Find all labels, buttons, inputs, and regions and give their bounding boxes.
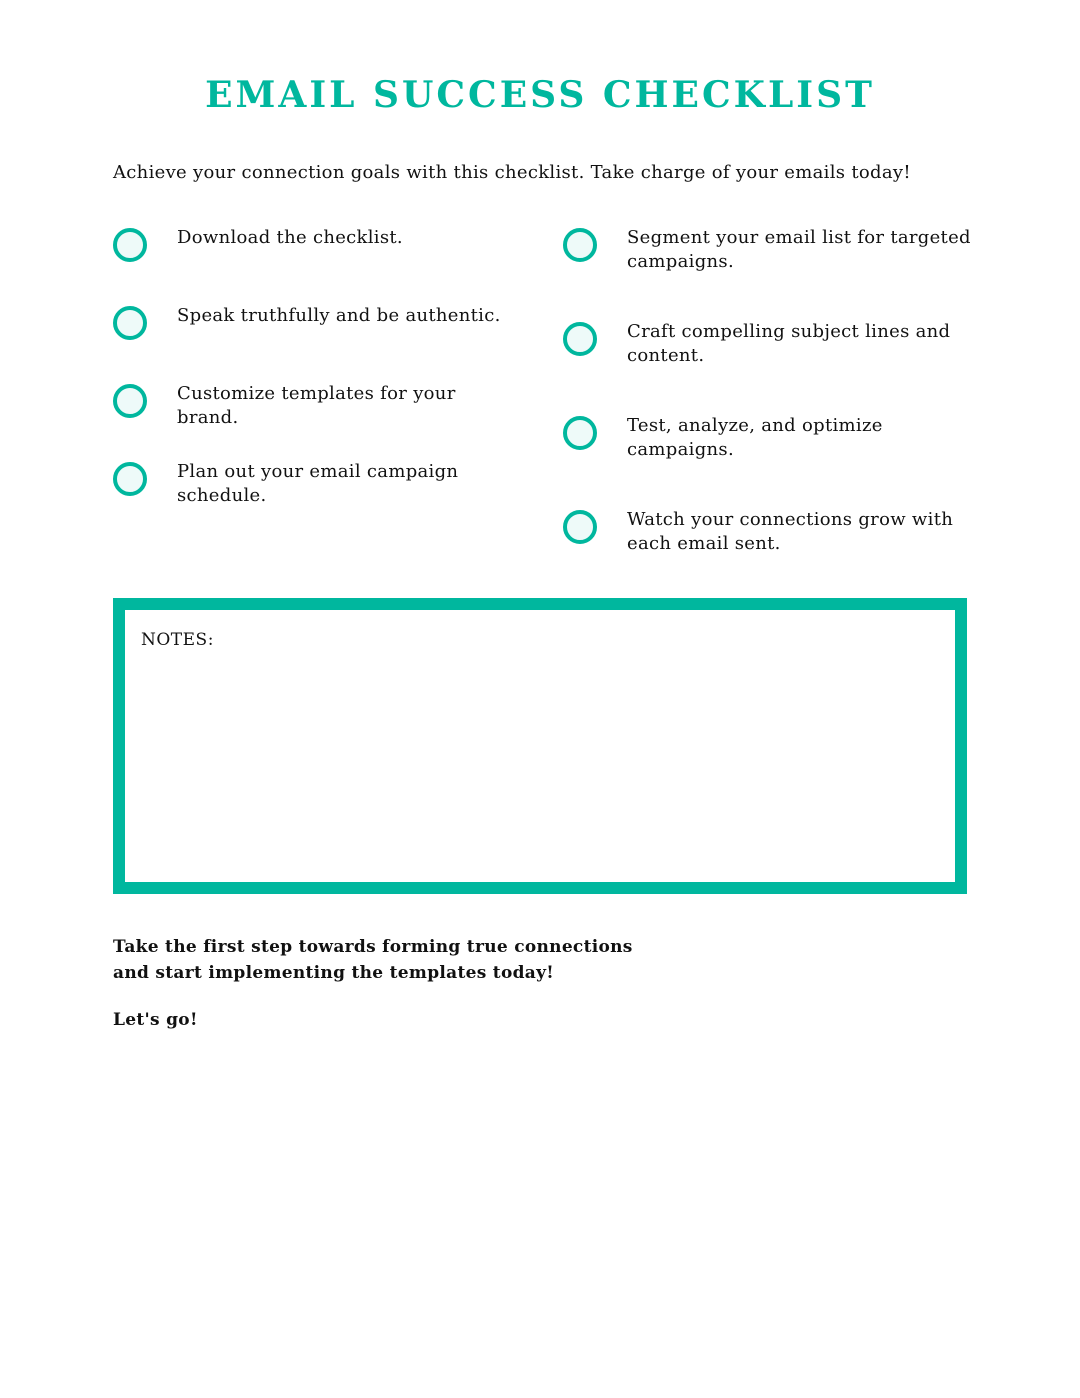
checklist-item-label: Download the checklist. [177, 227, 403, 248]
checkbox-circle-icon[interactable] [563, 510, 597, 544]
page-title: EMAIL SUCCESS CHECKLIST [205, 74, 875, 116]
checklist-item-label: Craft compelling subject lines and content. [627, 321, 951, 366]
checkbox-circle-icon[interactable] [113, 384, 147, 418]
checklist-item-label: Watch your connections grow with each email sent. [627, 509, 954, 554]
intro-text: Achieve your connection goals with this checklist. Take charge of your emails today! [113, 162, 911, 183]
checklist-item-label: Speak truthfully and be authentic. [177, 305, 501, 326]
call-to-action-text: Take the first step towards forming true connections and start implementing the templates today! [113, 937, 633, 983]
checklist-item-label: Plan out your email campaign schedule. [177, 461, 459, 506]
checklist-item-label: Customize templates for your brand. [177, 383, 456, 428]
checkbox-circle-icon[interactable] [563, 322, 597, 356]
notes-box[interactable] [113, 598, 967, 894]
closing-text: Let's go! [113, 1010, 198, 1030]
checkbox-circle-icon[interactable] [113, 228, 147, 262]
checklist-item-label: Segment your email list for targeted campaigns. [627, 227, 971, 272]
checklist-item-label: Test, analyze, and optimize campaigns. [627, 415, 883, 460]
checkbox-circle-icon[interactable] [113, 306, 147, 340]
checkbox-circle-icon[interactable] [563, 416, 597, 450]
checkbox-circle-icon[interactable] [563, 228, 597, 262]
notes-label: NOTES: [141, 630, 214, 650]
checkbox-circle-icon[interactable] [113, 462, 147, 496]
